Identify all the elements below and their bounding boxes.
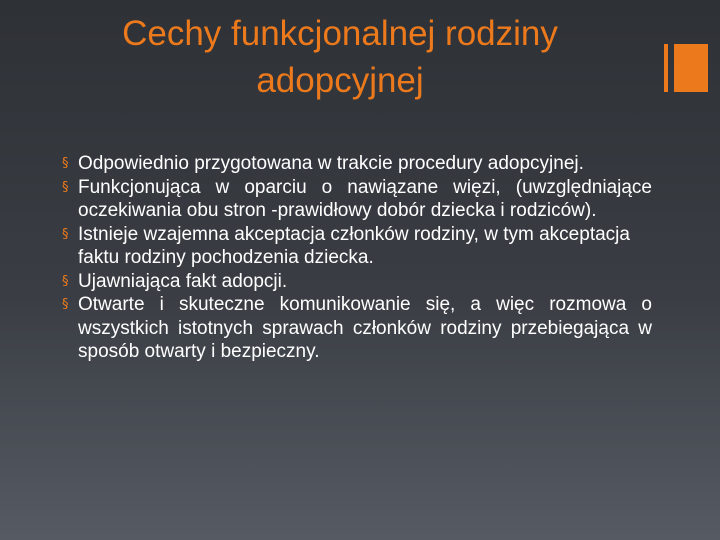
bullet-text: Odpowiednio przygotowana w trakcie procedury adopcyjnej. (78, 153, 584, 174)
bullet-marker-icon: § (62, 156, 69, 171)
bullet-item (62, 152, 652, 176)
slide-title: Cechy funkcjonalnej rodziny adopcyjnej (122, 14, 558, 100)
bullet-marker-icon: § (62, 273, 69, 289)
bullet-marker-icon: § (62, 226, 69, 242)
bullet-text: Otwarte i skuteczne komunikowanie się, a więc rozmowa o wszystkich istotnych sprawach członków rodziny przebiegająca w sposób otwarty i bezpieczny. (78, 294, 652, 362)
bullet-item (62, 223, 652, 270)
bullet-list (62, 152, 652, 364)
bullet-text: Funkcjonująca w oparciu o nawiązane więzi, (uwzględniające oczekiwania obu stron -prawidłowy dobór dziecka i rodziców). (78, 176, 652, 221)
bullet-text: Ujawniająca fakt adopcji. (78, 270, 288, 292)
bullet-item (62, 270, 652, 294)
bullet-item (62, 293, 652, 364)
bullet-marker-icon: § (62, 179, 69, 195)
bullet-marker-icon: § (62, 297, 69, 312)
bullet-item (62, 176, 652, 223)
bullet-text: Istnieje wzajemna akceptacja członków rodziny, w tym akceptacja faktu rodziny pochodzenia dziecka. (78, 223, 630, 268)
accent-bar-thick (674, 44, 708, 92)
accent-bar-thin (664, 44, 668, 92)
